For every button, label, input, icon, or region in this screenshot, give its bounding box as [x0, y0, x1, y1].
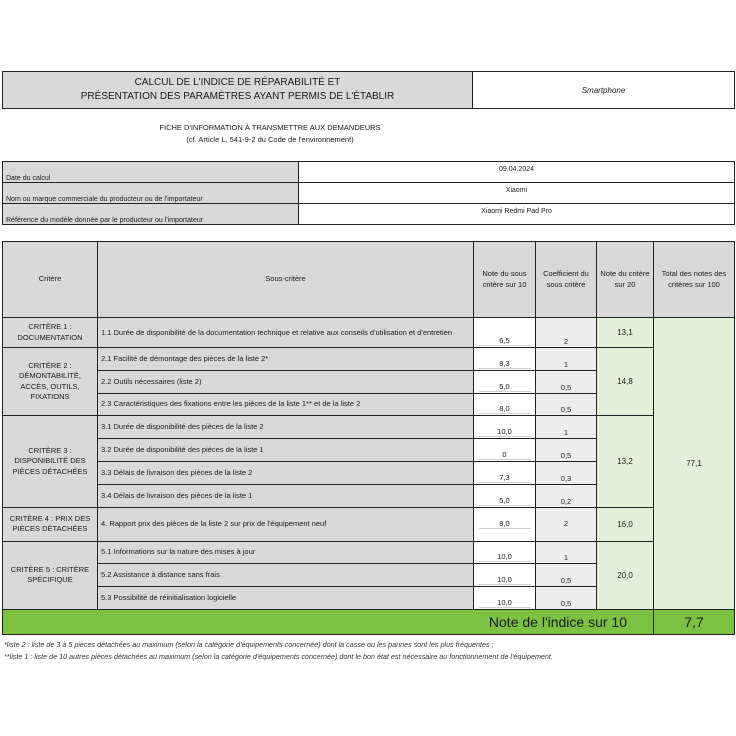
header-sous-critere: Sous-critère: [98, 242, 474, 318]
coefficient: 0,5: [536, 370, 597, 393]
info-row-model: [3, 204, 735, 225]
coefficient: 0,3: [536, 461, 597, 484]
sub-criterion: 5.1 Informations sur la nature des mises à jour: [98, 541, 474, 564]
sub-score: [474, 564, 536, 587]
document-title: [3, 72, 473, 109]
coefficient: 0,5: [536, 439, 597, 462]
sub-criterion: 5.3 Possibilité de réinitialisation logicielle: [98, 587, 474, 610]
info-value: Xiaomi Redmi Pad Pro: [299, 204, 735, 225]
coefficient: 1: [536, 541, 597, 564]
header-table: [2, 71, 735, 109]
table-row: [3, 348, 735, 371]
sub-score: [474, 318, 536, 348]
info-label: Date du calcul: [3, 162, 299, 183]
coefficient: 0,5: [536, 587, 597, 610]
sub-score-value: 10,0: [479, 427, 531, 437]
criterion-score: 13,1: [597, 318, 654, 348]
sub-score: [474, 461, 536, 484]
sub-score: [474, 484, 536, 507]
sub-score: [474, 416, 536, 439]
subtitle-line-2: (cf. Article L. 541-9-2 du Code de l'environnement): [186, 135, 354, 144]
sub-score-value: 8,0: [479, 519, 531, 529]
criterion-label: CRITÈRE 2 : DÉMONTABILITÉ, ACCÈS, OUTILS, FIXATIONS: [3, 348, 98, 416]
sub-score: [474, 393, 536, 416]
sub-criterion: 5.2 Assistance à distance sans frais: [98, 564, 474, 587]
criteria-table: [2, 241, 735, 635]
header-note-sous-critere: Note du sous critère sur 10: [474, 242, 536, 318]
sub-score-value: 0: [479, 450, 531, 460]
sub-score: [474, 507, 536, 541]
info-value: 09.04.2024: [299, 162, 735, 183]
info-row-date: [3, 162, 735, 183]
sub-score-value: 5,0: [479, 496, 531, 506]
sub-score-value: 8,0: [479, 404, 531, 414]
table-row: [3, 541, 735, 564]
criterion-label: CRITÈRE 4 : PRIX DES PIÈCES DÉTACHÉES: [3, 507, 98, 541]
sub-score-value: 6,5: [479, 336, 531, 346]
title-line-2: PRÉSENTATION DES PARAMÈTRES AYANT PERMIS DE L'ÉTABLIR: [80, 91, 395, 102]
sub-score-value: 10,0: [479, 552, 531, 562]
footnotes: [4, 639, 734, 663]
coefficient: 0,5: [536, 393, 597, 416]
subtitle: [110, 122, 430, 146]
footnote-list-1: **liste 1 : liste de 10 autres pièces détachées au maximum (selon la catégorie d'équipements concernée) dont le bon état est nécessaire au fonctionnement de l'équipement.: [4, 652, 553, 661]
sub-criterion: 3.4 Délais de livraison des pièces de la liste 1: [98, 484, 474, 507]
info-row-brand: [3, 183, 735, 204]
header-coefficient: Coefficient du sous critère: [536, 242, 597, 318]
criterion-label: CRITÈRE 1 : DOCUMENTATION: [3, 318, 98, 348]
criterion-score: 16,0: [597, 507, 654, 541]
product-type: Smartphone: [473, 72, 735, 109]
sub-criterion: 4. Rapport prix des pièces de la liste 2 sur prix de l'équipement neuf: [98, 507, 474, 541]
total-score: 77,1: [654, 318, 735, 610]
info-label: Référence du modèle donnée par le producteur ou l'importateur: [3, 204, 299, 225]
subtitle-line-1: FICHE D'INFORMATION À TRANSMETTRE AUX DEMANDEURS: [159, 123, 381, 132]
info-label: Nom ou marque commerciale du producteur ou de l'importateur: [3, 183, 299, 204]
sub-score-value: 8,3: [479, 359, 531, 369]
coefficient: 1: [536, 416, 597, 439]
coefficient: 2: [536, 507, 597, 541]
sub-score: [474, 587, 536, 610]
criterion-score: 14,8: [597, 348, 654, 416]
sub-criterion: 2.2 Outils nécessaires (liste 2): [98, 370, 474, 393]
sub-criterion: 3.1 Durée de disponibilité des pièces de la liste 2: [98, 416, 474, 439]
criterion-score: 13,2: [597, 416, 654, 507]
header-critere: Critère: [3, 242, 98, 318]
criterion-label: CRITÈRE 3 : DISPONIBILITÉ DES PIÈCES DÉTACHÉES: [3, 416, 98, 507]
info-table: [2, 161, 735, 225]
sub-score-value: 7,3: [479, 473, 531, 483]
coefficient: 2: [536, 318, 597, 348]
sub-score-value: 5,0: [479, 382, 531, 392]
header-total: Total des notes des critères sur 100: [654, 242, 735, 318]
sub-score-value: 10,0: [479, 575, 531, 585]
final-score-label: Note de l'indice sur 10: [3, 609, 654, 634]
sub-criterion: 1.1 Durée de disponibilité de la documentation technique et relative aux conseils d'utilisation et d'entretien: [98, 318, 474, 348]
sub-criterion: 2.1 Facilité de démontage des pièces de la liste 2*: [98, 348, 474, 371]
coefficient: 1: [536, 348, 597, 371]
title-line-1: CALCUL DE L'INDICE DE RÉPARABILITÉ ET: [134, 77, 341, 88]
sub-score: [474, 370, 536, 393]
table-row: [3, 507, 735, 541]
table-row: [3, 416, 735, 439]
header-note-critere: Note du critère sur 20: [597, 242, 654, 318]
table-row: [3, 318, 735, 348]
sub-criterion: 2.3 Caractéristiques des fixations entre les pièces de la liste 1** et de la liste 2: [98, 393, 474, 416]
sub-score: [474, 439, 536, 462]
sub-score: [474, 541, 536, 564]
footnote-list-2: *liste 2 : liste de 3 à 5 pièces détachées au maximum (selon la catégorie d'équipements concernée) dont la casse ou les pannes sont les plus fréquentes ;: [4, 640, 494, 649]
sub-criterion: 3.3 Délais de livraison des pièces de la liste 2: [98, 461, 474, 484]
table-header-row: [3, 242, 735, 318]
final-score-row: [3, 609, 735, 634]
sub-score: [474, 348, 536, 371]
info-value: Xiaomi: [299, 183, 735, 204]
criterion-label: CRITÈRE 5 : CRITÈRE SPÉCIFIQUE: [3, 541, 98, 609]
sub-score-value: 10,0: [479, 598, 531, 608]
coefficient: 0,5: [536, 564, 597, 587]
final-score-value: 7,7: [654, 609, 735, 634]
coefficient: 0,2: [536, 484, 597, 507]
criterion-score: 20,0: [597, 541, 654, 609]
sub-criterion: 3.2 Durée de disponibilité des pièces de la liste 1: [98, 439, 474, 462]
